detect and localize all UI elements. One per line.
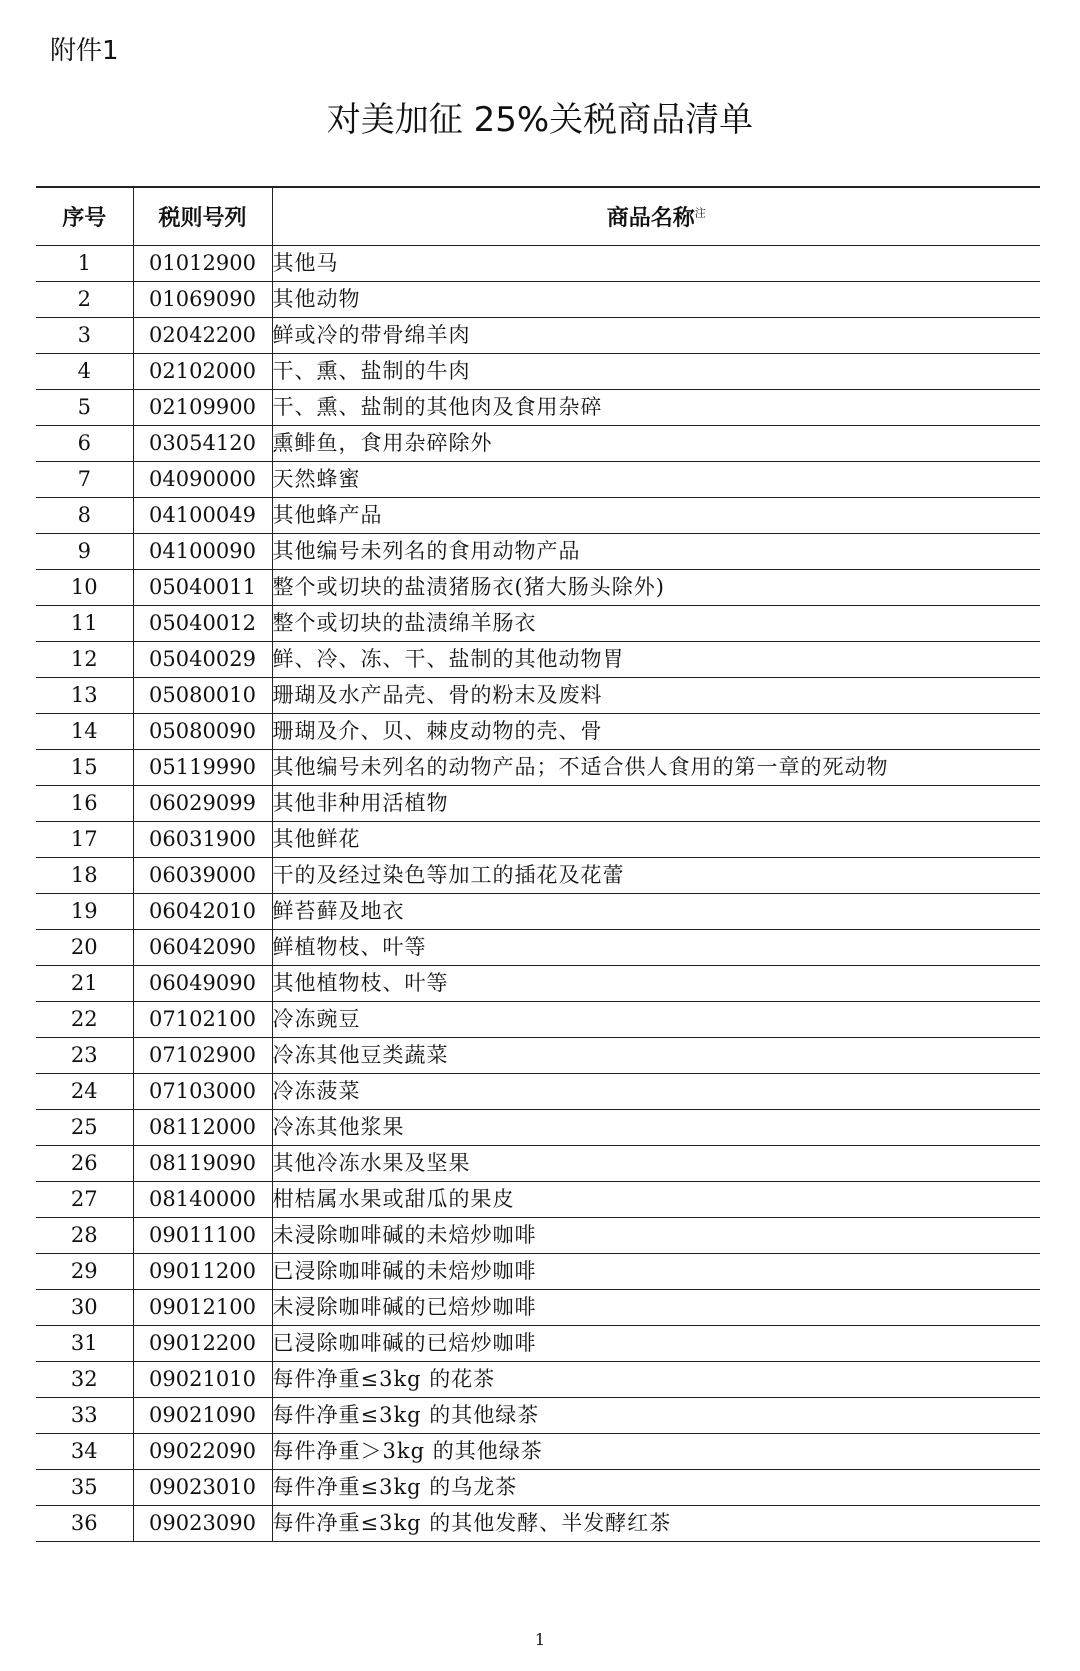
goods-name-cell: 珊瑚及介、贝、棘皮动物的壳、骨 — [272, 714, 1040, 750]
table-row — [36, 498, 1040, 534]
tariff-code-cell: 07102100 — [133, 1002, 272, 1038]
tariff-code-cell: 05080010 — [133, 678, 272, 714]
row-index-cell: 34 — [36, 1434, 133, 1470]
table-row — [36, 822, 1040, 858]
tariff-code-cell: 05040012 — [133, 606, 272, 642]
row-index-cell: 2 — [36, 282, 133, 318]
row-index-cell: 30 — [36, 1290, 133, 1326]
goods-name-cell: 其他编号未列名的动物产品；不适合供人食用的第一章的死动物 — [272, 750, 1040, 786]
table-header-row — [36, 187, 1040, 246]
table-row — [36, 966, 1040, 1002]
goods-name-cell: 冷冻其他豆类蔬菜 — [272, 1038, 1040, 1074]
row-index-cell: 19 — [36, 894, 133, 930]
row-index-cell: 9 — [36, 534, 133, 570]
row-index-cell: 7 — [36, 462, 133, 498]
goods-name-cell: 未浸除咖啡碱的未焙炒咖啡 — [272, 1218, 1040, 1254]
table-row — [36, 462, 1040, 498]
row-index-cell: 28 — [36, 1218, 133, 1254]
goods-name-cell: 其他编号未列名的食用动物产品 — [272, 534, 1040, 570]
goods-name-cell: 其他鲜花 — [272, 822, 1040, 858]
goods-name-cell: 每件净重≤3kg 的其他绿茶 — [272, 1398, 1040, 1434]
row-index-cell: 16 — [36, 786, 133, 822]
tariff-code-cell: 02042200 — [133, 318, 272, 354]
tariff-code-cell: 02102000 — [133, 354, 272, 390]
table-row — [36, 930, 1040, 966]
goods-name-cell: 已浸除咖啡碱的未焙炒咖啡 — [272, 1254, 1040, 1290]
goods-name-cell: 未浸除咖啡碱的已焙炒咖啡 — [272, 1290, 1040, 1326]
goods-name-cell: 鲜苔藓及地衣 — [272, 894, 1040, 930]
tariff-code-cell: 04100049 — [133, 498, 272, 534]
table-row — [36, 1038, 1040, 1074]
tariff-code-cell: 08112000 — [133, 1110, 272, 1146]
table-row — [36, 858, 1040, 894]
row-index-cell: 6 — [36, 426, 133, 462]
tariff-code-cell: 06042090 — [133, 930, 272, 966]
tariff-code-cell: 05119990 — [133, 750, 272, 786]
goods-name-cell: 珊瑚及水产品壳、骨的粉末及废料 — [272, 678, 1040, 714]
goods-name-cell: 每件净重≤3kg 的花茶 — [272, 1362, 1040, 1398]
goods-name-cell: 干的及经过染色等加工的插花及花蕾 — [272, 858, 1040, 894]
column-header-code: 税则号列 — [133, 187, 272, 246]
row-index-cell: 33 — [36, 1398, 133, 1434]
column-header-name — [272, 187, 1040, 246]
table-row — [36, 318, 1040, 354]
tariff-code-cell: 06042010 — [133, 894, 272, 930]
row-index-cell: 5 — [36, 390, 133, 426]
table-row — [36, 282, 1040, 318]
page-title: 对美加征 25%关税商品清单 — [326, 100, 754, 140]
goods-name-cell: 鲜植物枝、叶等 — [272, 930, 1040, 966]
table-row — [36, 534, 1040, 570]
row-index-cell: 20 — [36, 930, 133, 966]
goods-name-cell: 干、熏、盐制的其他肉及食用杂碎 — [272, 390, 1040, 426]
table-row — [36, 1506, 1040, 1542]
tariff-code-cell: 02109900 — [133, 390, 272, 426]
tariff-code-cell: 09021010 — [133, 1362, 272, 1398]
tariff-code-cell: 06039000 — [133, 858, 272, 894]
table-row — [36, 1434, 1040, 1470]
goods-name-cell: 冷冻菠菜 — [272, 1074, 1040, 1110]
tariff-code-cell: 09011100 — [133, 1218, 272, 1254]
goods-name-cell: 其他非种用活植物 — [272, 786, 1040, 822]
table-row — [36, 1326, 1040, 1362]
column-header-note-marker: 注 — [694, 206, 706, 220]
table-row — [36, 894, 1040, 930]
goods-name-cell: 其他蜂产品 — [272, 498, 1040, 534]
goods-name-cell: 其他冷冻水果及坚果 — [272, 1146, 1040, 1182]
row-index-cell: 17 — [36, 822, 133, 858]
goods-name-cell: 冷冻其他浆果 — [272, 1110, 1040, 1146]
column-header-name-label: 商品名称 — [606, 206, 695, 231]
goods-name-cell: 鲜或冷的带骨绵羊肉 — [272, 318, 1040, 354]
row-index-cell: 32 — [36, 1362, 133, 1398]
table-row — [36, 570, 1040, 606]
goods-name-cell: 其他植物枝、叶等 — [272, 966, 1040, 1002]
tariff-code-cell: 04100090 — [133, 534, 272, 570]
goods-name-cell: 其他动物 — [272, 282, 1040, 318]
tariff-code-cell: 01069090 — [133, 282, 272, 318]
row-index-cell: 1 — [36, 246, 133, 282]
tariff-code-cell: 09023010 — [133, 1470, 272, 1506]
table-row — [36, 642, 1040, 678]
row-index-cell: 29 — [36, 1254, 133, 1290]
tariff-code-cell: 09021090 — [133, 1398, 272, 1434]
goods-name-cell: 熏鲱鱼，食用杂碎除外 — [272, 426, 1040, 462]
goods-name-cell: 天然蜂蜜 — [272, 462, 1040, 498]
tariff-code-cell: 08140000 — [133, 1182, 272, 1218]
table-row — [36, 1290, 1040, 1326]
goods-name-cell: 其他马 — [272, 246, 1040, 282]
tariff-code-cell: 09022090 — [133, 1434, 272, 1470]
table-row — [36, 1110, 1040, 1146]
tariff-code-cell: 06049090 — [133, 966, 272, 1002]
table-row — [36, 714, 1040, 750]
row-index-cell: 15 — [36, 750, 133, 786]
row-index-cell: 25 — [36, 1110, 133, 1146]
table-row — [36, 246, 1040, 282]
tariff-code-cell: 09011200 — [133, 1254, 272, 1290]
row-index-cell: 23 — [36, 1038, 133, 1074]
table-row — [36, 390, 1040, 426]
tariff-code-cell: 06029099 — [133, 786, 272, 822]
table-row — [36, 786, 1040, 822]
tariff-goods-table — [36, 186, 1040, 1542]
tariff-code-cell: 08119090 — [133, 1146, 272, 1182]
goods-name-cell: 每件净重＞3kg 的其他绿茶 — [272, 1434, 1040, 1470]
row-index-cell: 8 — [36, 498, 133, 534]
table-row — [36, 1398, 1040, 1434]
row-index-cell: 21 — [36, 966, 133, 1002]
row-index-cell: 26 — [36, 1146, 133, 1182]
row-index-cell: 27 — [36, 1182, 133, 1218]
row-index-cell: 31 — [36, 1326, 133, 1362]
tariff-code-cell: 05080090 — [133, 714, 272, 750]
goods-name-cell: 已浸除咖啡碱的已焙炒咖啡 — [272, 1326, 1040, 1362]
table-row — [36, 1470, 1040, 1506]
tariff-code-cell: 03054120 — [133, 426, 272, 462]
tariff-code-cell: 07102900 — [133, 1038, 272, 1074]
table-row — [36, 750, 1040, 786]
goods-name-cell: 鲜、冷、冻、干、盐制的其他动物胃 — [272, 642, 1040, 678]
row-index-cell: 4 — [36, 354, 133, 390]
tariff-code-cell: 05040011 — [133, 570, 272, 606]
table-row — [36, 1362, 1040, 1398]
tariff-code-cell: 09012100 — [133, 1290, 272, 1326]
table-row — [36, 1146, 1040, 1182]
page-number: 1 — [534, 1630, 546, 1649]
goods-name-cell: 整个或切块的盐渍绵羊肠衣 — [272, 606, 1040, 642]
goods-name-cell: 每件净重≤3kg 的其他发酵、半发酵红茶 — [272, 1506, 1040, 1542]
tariff-code-cell: 06031900 — [133, 822, 272, 858]
table-row — [36, 1182, 1040, 1218]
tariff-code-cell: 09023090 — [133, 1506, 272, 1542]
row-index-cell: 24 — [36, 1074, 133, 1110]
table-row — [36, 1002, 1040, 1038]
goods-name-cell: 整个或切块的盐渍猪肠衣(猪大肠头除外) — [272, 570, 1040, 606]
row-index-cell: 35 — [36, 1470, 133, 1506]
goods-name-cell: 冷冻豌豆 — [272, 1002, 1040, 1038]
tariff-code-cell: 07103000 — [133, 1074, 272, 1110]
attachment-label: 附件1 — [50, 36, 119, 66]
table-row — [36, 426, 1040, 462]
row-index-cell: 11 — [36, 606, 133, 642]
table-row — [36, 678, 1040, 714]
row-index-cell: 10 — [36, 570, 133, 606]
row-index-cell: 3 — [36, 318, 133, 354]
row-index-cell: 36 — [36, 1506, 133, 1542]
table-row — [36, 1074, 1040, 1110]
goods-name-cell: 柑桔属水果或甜瓜的果皮 — [272, 1182, 1040, 1218]
tariff-code-cell: 09012200 — [133, 1326, 272, 1362]
table-row — [36, 1218, 1040, 1254]
tariff-code-cell: 05040029 — [133, 642, 272, 678]
column-header-index: 序号 — [36, 187, 133, 246]
table-row — [36, 606, 1040, 642]
row-index-cell: 14 — [36, 714, 133, 750]
goods-name-cell: 干、熏、盐制的牛肉 — [272, 354, 1040, 390]
table-row — [36, 1254, 1040, 1290]
tariff-code-cell: 04090000 — [133, 462, 272, 498]
row-index-cell: 13 — [36, 678, 133, 714]
row-index-cell: 18 — [36, 858, 133, 894]
row-index-cell: 12 — [36, 642, 133, 678]
goods-name-cell: 每件净重≤3kg 的乌龙茶 — [272, 1470, 1040, 1506]
table-body — [36, 246, 1040, 1542]
tariff-code-cell: 01012900 — [133, 246, 272, 282]
row-index-cell: 22 — [36, 1002, 133, 1038]
table-row — [36, 354, 1040, 390]
